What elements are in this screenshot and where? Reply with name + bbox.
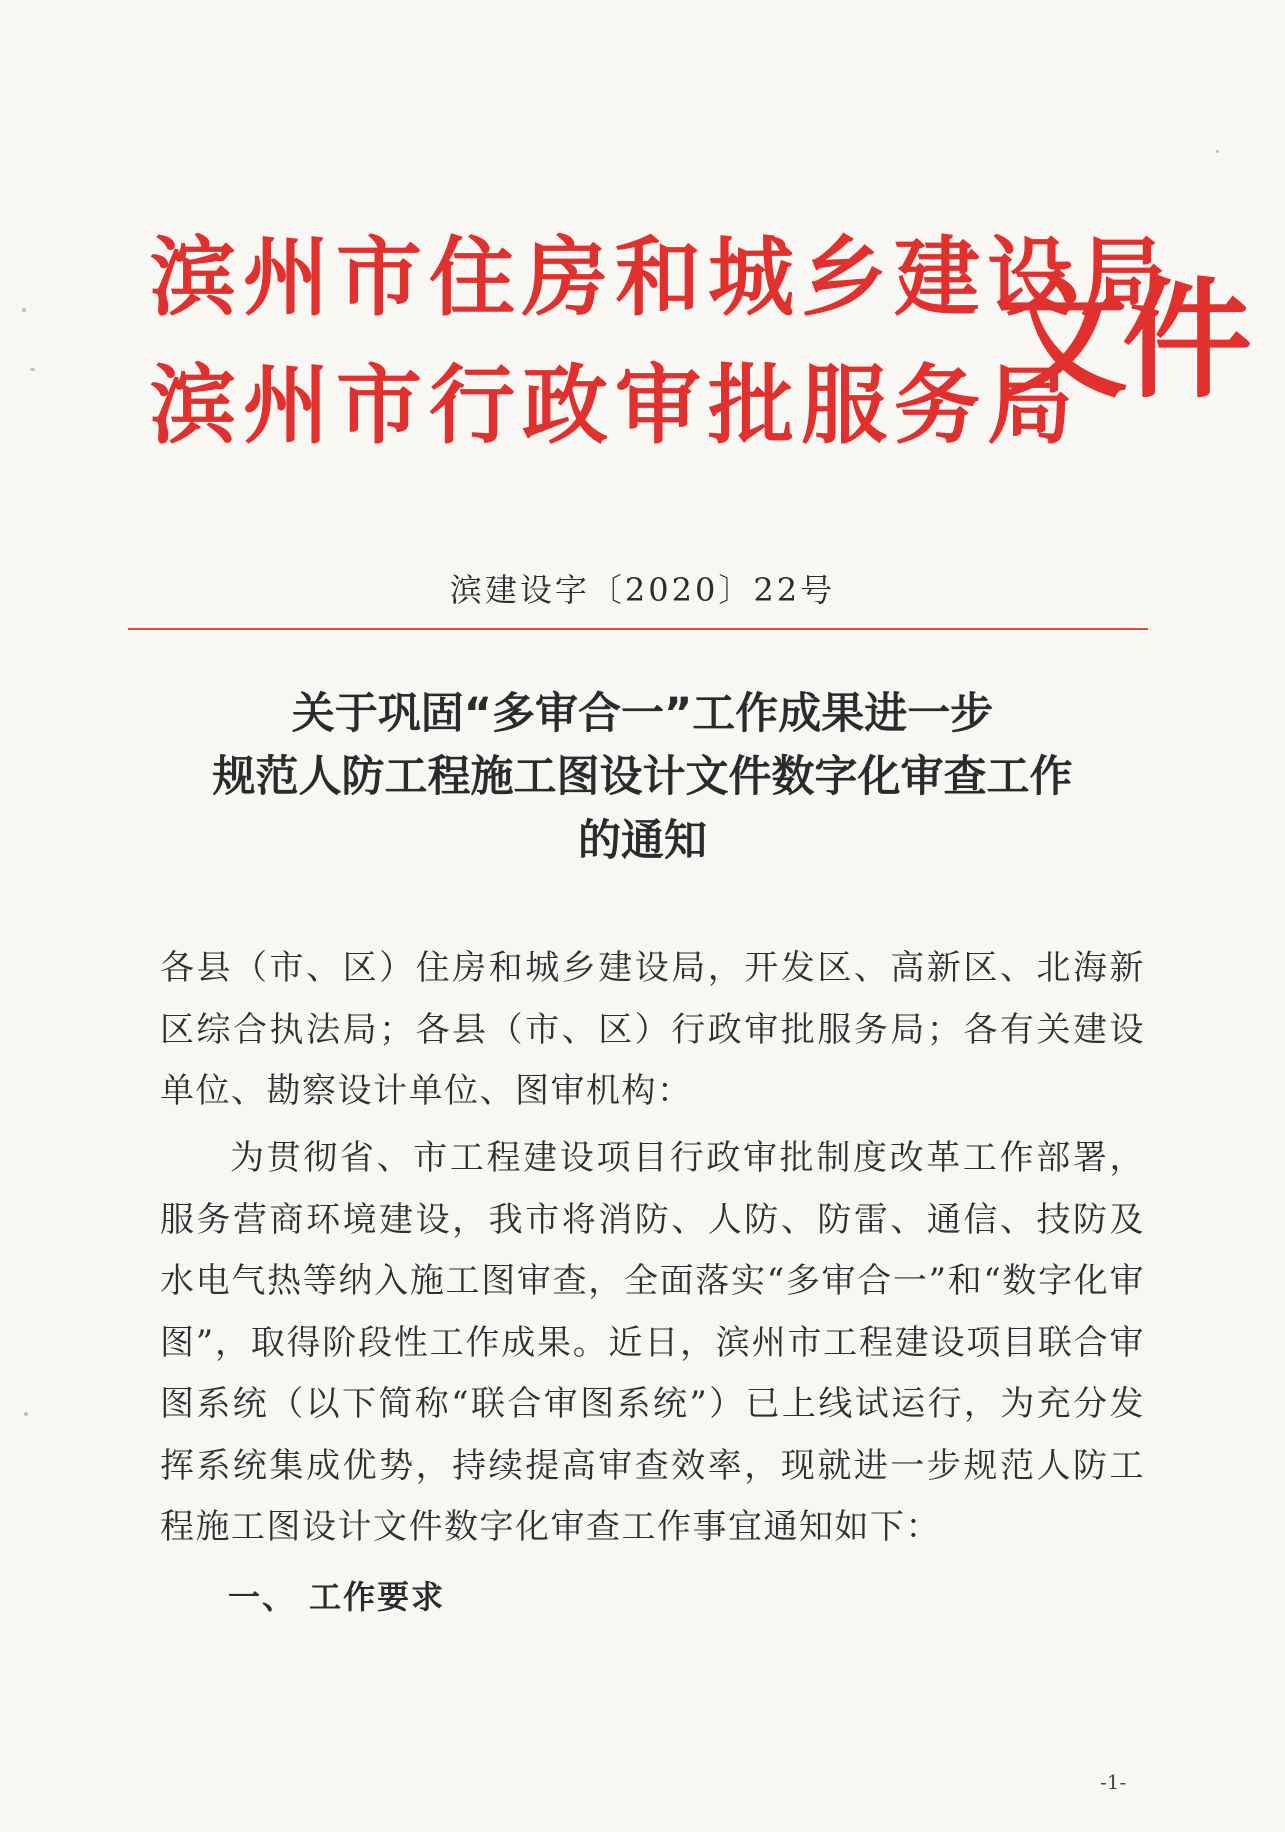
page-number: -1- <box>1100 1770 1127 1794</box>
document-title-line-1: 关于巩固“多审合一”工作成果进一步 <box>291 689 994 739</box>
agency-name-administrative-approval-bureau: 滨州市行政审批服务局 <box>150 356 1080 456</box>
document-title-line-3: 的通知 <box>578 816 707 866</box>
addressees-paragraph: 各县（市、区）住房和城乡建设局，开发区、高新区、北海新区综合执法局；各县（市、区）行政审批服务局；各有关建设单位、勘察设计单位、图审机构： <box>160 948 1145 1111</box>
scan-speck <box>22 308 26 312</box>
red-divider-line <box>128 628 1148 630</box>
scan-speck <box>30 368 35 371</box>
scan-speck <box>1216 150 1219 153</box>
document-word: 文件 <box>998 264 1247 416</box>
document-number: 滨建设字〔2020〕22号 <box>449 571 836 609</box>
scan-speck <box>24 1412 28 1416</box>
document-title-line-2: 规范人防工程施工图设计文件数字化审查工作 <box>212 752 1073 802</box>
section-heading-work-requirements: 一、 工作要求 <box>228 1578 446 1616</box>
agency-name-housing-bureau: 滨州市住房和城乡建设局 <box>150 228 1173 328</box>
letterhead <box>150 228 1247 475</box>
body-paragraph-1: 为贯彻省、市工程建设项目行政审批制度改革工作部署，服务营商环境建设，我市将消防、人防、防雷、通信、技防及水电气热等纳入施工图审查，全面落实“多审合一”和“数字化审图”，取得阶段性工作成果。近日，滨州市工程建设项目联合审图系统（以下简称“联合审图系统”）已上线试运行，为充分发挥系统集成优势，持续提高审查效率，现就进一步规范人防工程施工图设计文件数字化审查工作事宜通知如下： <box>160 1138 1145 1547</box>
